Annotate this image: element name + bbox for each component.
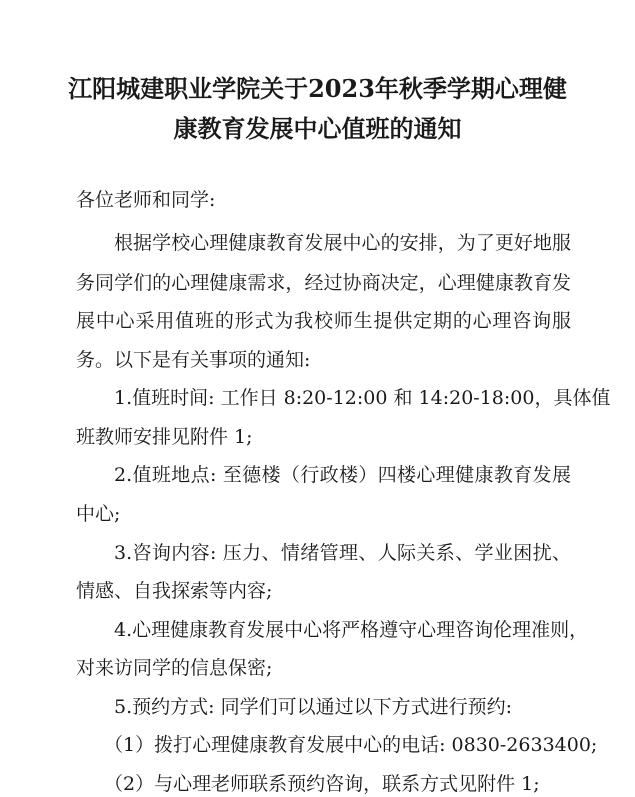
item-5-option-2: （2）与心理老师联系预约咨询，联系方式见附件 1;	[104, 773, 540, 795]
item-2-line-1: 2.值班地点: 至德楼（行政楼）四楼心理健康教育发展	[114, 464, 571, 486]
document-title-line-1: 江阳城建职业学院关于2023年秋季学期心理健	[68, 74, 567, 103]
item-4-line-1: 4.心理健康教育发展中心将严格遵守心理咨询伦理准则，	[114, 619, 589, 641]
paragraph-line: 务。以下是有关事项的通知:	[76, 349, 311, 371]
paragraph-line: 根据学校心理健康教育发展中心的安排，为了更好地服	[114, 232, 571, 254]
item-4-line-2: 对来访同学的信息保密;	[76, 657, 273, 679]
paragraph-line: 展中心采用值班的形式为我校师生提供定期的心理咨询服	[76, 310, 571, 332]
item-1-line-1: 1.值班时间: 工作日 8:20-12:00 和 14:20-18:00，具体值	[114, 387, 611, 409]
item-5-option-1: （1）拨打心理健康教育发展中心的电话: 0830-2633400;	[104, 734, 598, 756]
item-1-line-2: 班教师安排见附件 1;	[76, 426, 253, 448]
item-3-line-2: 情感、自我探索等内容;	[76, 580, 273, 602]
document-title-line-2: 康教育发展中心值班的通知	[173, 114, 462, 143]
greeting: 各位老师和同学:	[76, 189, 216, 211]
item-3-line-1: 3.咨询内容: 压力、情绪管理、人际关系、学业困扰、	[114, 542, 571, 564]
paragraph-line: 务同学们的心理健康需求，经过协商决定，心理健康教育发	[76, 272, 571, 294]
item-2-line-2: 中心;	[76, 503, 121, 525]
item-5-line: 5.预约方式: 同学们可以通过以下方式进行预约:	[114, 696, 512, 718]
